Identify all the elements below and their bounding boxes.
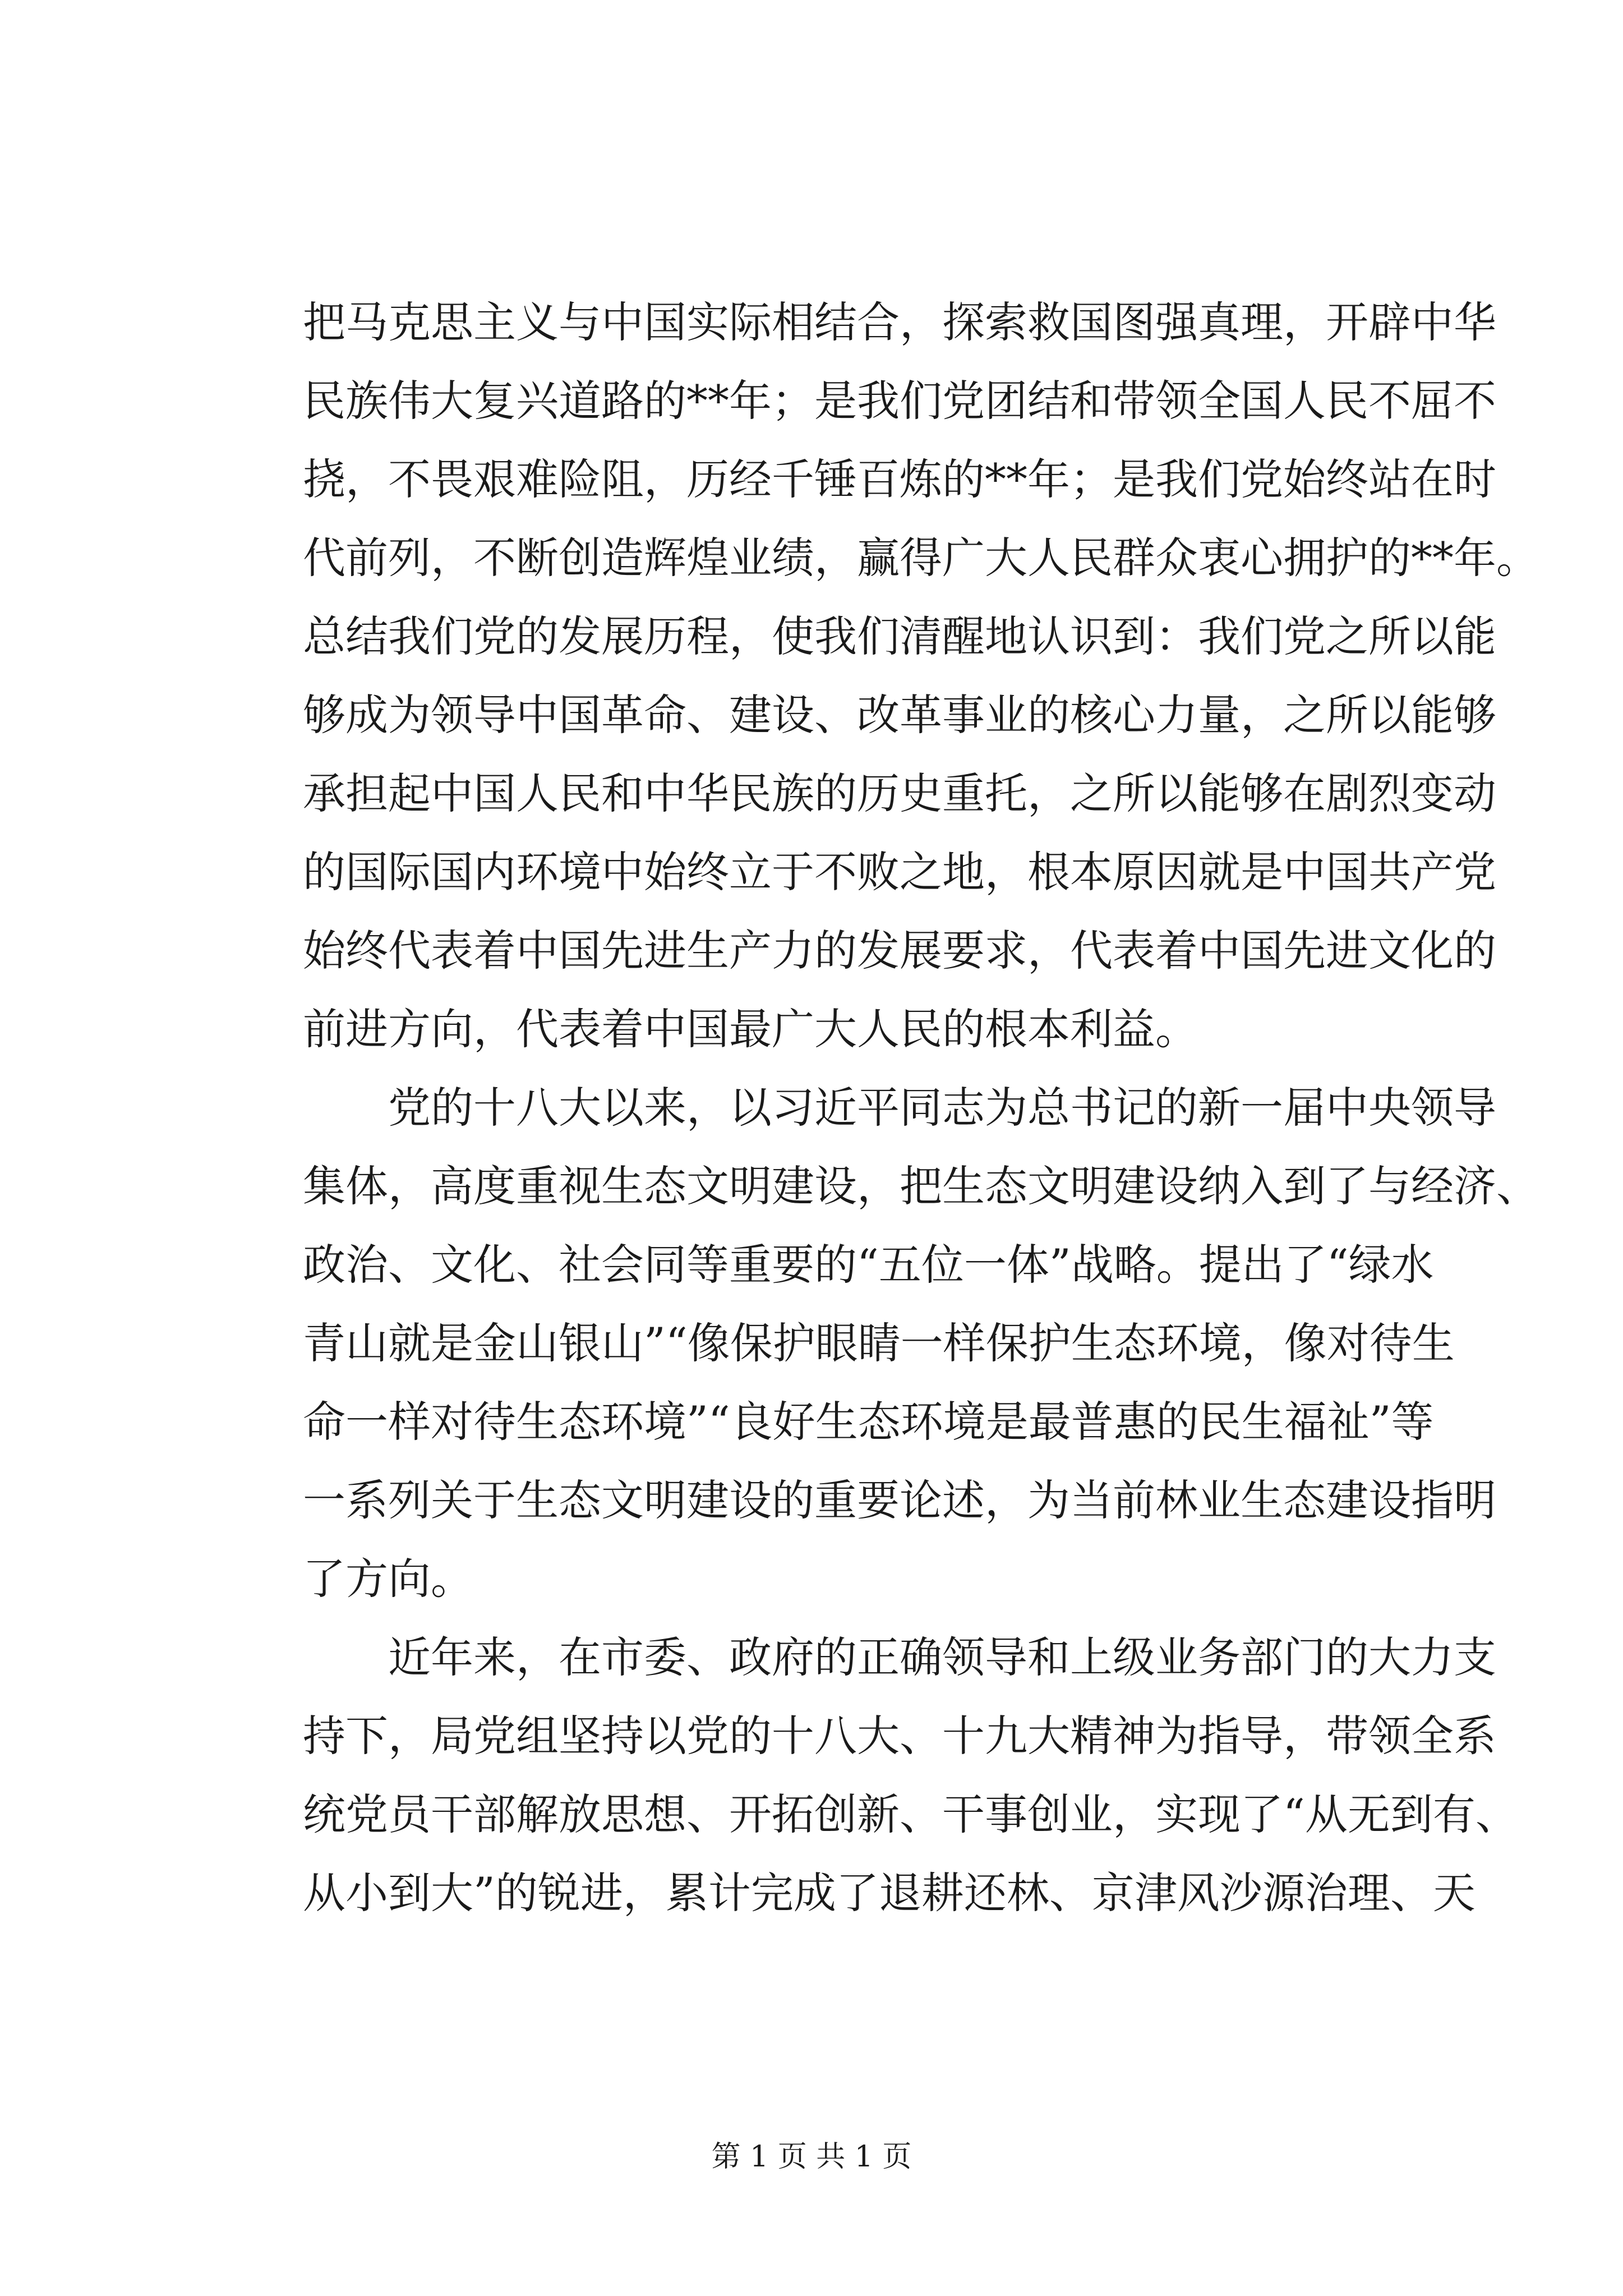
page-footer	[0, 2137, 1623, 2177]
paragraph-start-line: 党的十八大以来，以习近平同志为总书记的新一届中央领导	[388, 1083, 1496, 1133]
text-line: 把马克思主义与中国实际相结合，探索救国图强真理，开辟中华	[303, 297, 1496, 347]
text-line: 政治、文化、社会同等重要的“五位一体”战略。提出了“绿水	[303, 1240, 1434, 1290]
text-line: 从小到大”的锐进，累计完成了退耕还林、京津风沙源治理、天	[303, 1868, 1476, 1918]
text-line: 够成为领导中国革命、建设、改革事业的核心力量，之所以能够	[303, 690, 1496, 740]
text-line: 一系列关于生态文明建设的重要论述，为当前林业生态建设指明	[303, 1475, 1496, 1525]
text-line: 始终代表着中国先进生产力的发展要求，代表着中国先进文化的	[303, 926, 1496, 976]
text-line: 持下，局党组坚持以党的十八大、十九大精神为指导，带领全系	[303, 1711, 1496, 1761]
text-line: 了方向。	[303, 1554, 473, 1604]
text-line: 承担起中国人民和中华民族的历史重托，之所以能够在剧烈变动	[303, 769, 1496, 818]
text-line: 统党员干部解放思想、开拓创新、干事创业，实现了“从无到有、	[303, 1789, 1518, 1839]
text-line: 的国际国内环境中始终立于不败之地，根本原因就是中国共产党	[303, 847, 1496, 897]
text-line: 挠，不畏艰难险阻，历经千锤百炼的**年；是我们党始终站在时	[303, 454, 1496, 504]
text-line: 前进方向，代表着中国最广大人民的根本利益。	[303, 1004, 1198, 1054]
text-line: 青山就是金山银山”“像保护眼睛一样保护生态环境，像对待生	[303, 1318, 1455, 1368]
text-line: 总结我们党的发展历程，使我们清醒地认识到：我们党之所以能	[303, 611, 1496, 661]
text-line: 民族伟大复兴道路的**年；是我们党团结和带领全国人民不屈不	[303, 376, 1496, 426]
page-number-label: 第 1 页 共 1 页	[711, 2140, 912, 2174]
document-body	[303, 283, 1539, 1932]
paragraph-start-line: 近年来，在市委、政府的正确领导和上级业务部门的大力支	[388, 1632, 1496, 1682]
text-line: 集体，高度重视生态文明建设，把生态文明建设纳入到了与经济、	[303, 1161, 1539, 1211]
text-line: 代前列，不断创造辉煌业绩，赢得广大人民群众衷心拥护的**年。	[303, 533, 1539, 583]
text-line: 命一样对待生态环境”“良好生态环境是最普惠的民生福祉”等	[303, 1397, 1434, 1447]
